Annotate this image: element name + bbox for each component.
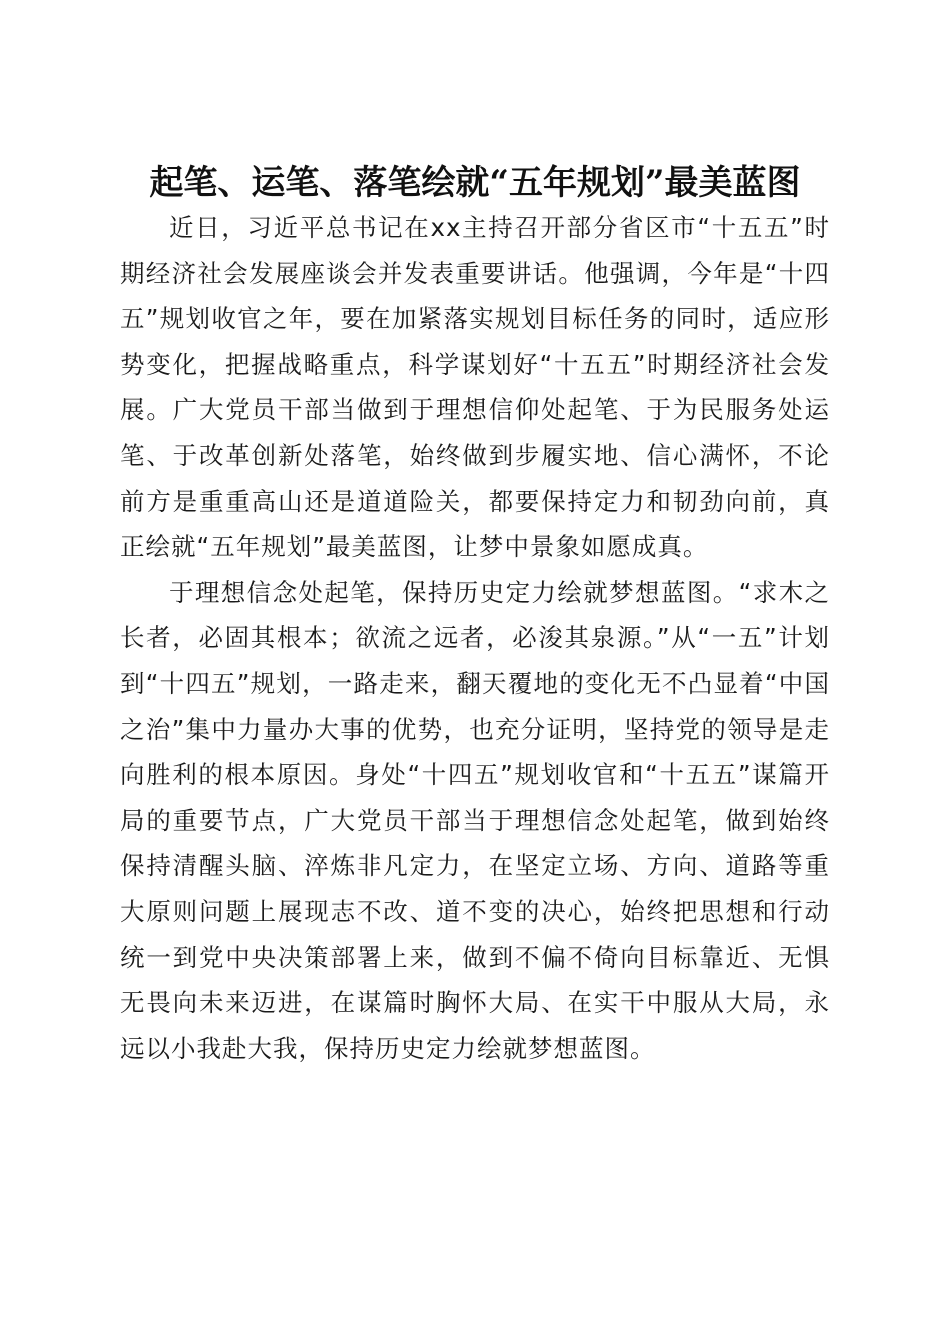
paragraph-2: 于理想信念处起笔，保持历史定力绘就梦想蓝图。“求木之长者，必固其根本；欲流之远者，必浚其泉源。”从“一五”计划到“十四五”规划，一路走来，翻天覆地的变化无不凸显着“中国之治”集中力量办大事的优势，也充分证明，坚持党的领导是走向胜利的根本原因。身处“十四五”规划收官和“十五五”谋篇开局的重要节点，广大党员干部当于理想信念处起笔，做到始终保持清醒头脑、淬炼非凡定力，在坚定立场、方向、道路等重大原则问题上展现志不改、道不变的决心，始终把思想和行动统一到党中央决策部署上来，做到不偏不倚向目标靠近、无惧无畏向未来迈进，在谋篇时胸怀大局、在实干中服从大局，永远以小我赴大我，保持历史定力绘就梦想蓝图。 (120, 577, 830, 1063)
document-body (120, 205, 830, 1071)
document-title: 起笔、运笔、落笔绘就“五年规划”最美蓝图 (149, 162, 801, 203)
paragraph-1: 近日，习近平总书记在xx主持召开部分省区市“十五五”时期经济社会发展座谈会并发表重要讲话。他强调，今年是“十四五”规划收官之年，要在加紧落实规划目标任务的同时，适应形势变化，把握战略重点，科学谋划好“十五五”时期经济社会发展。广大党员干部当做到于理想信仰处起笔、于为民服务处运笔、于改革创新处落笔，始终做到步履实地、信心满怀，不论前方是重重高山还是道道险关，都要保持定力和韧劲向前，真正绘就“五年规划”最美蓝图，让梦中景象如愿成真。 (120, 213, 830, 562)
